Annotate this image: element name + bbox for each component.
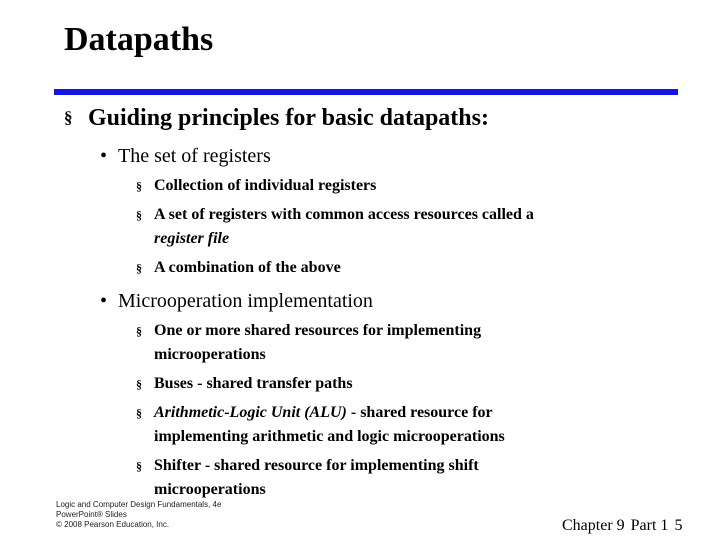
registers-label: The set of registers (118, 145, 271, 167)
list-item-text-cont: microoperations (154, 346, 266, 363)
section-bullet-icon: § (136, 261, 142, 275)
list-item-text-italic: register file (154, 230, 230, 247)
list-item-text: Collection of individual registers (154, 177, 377, 194)
list-item-text: Shifter - shared resource for implementing shift (154, 457, 479, 474)
title-divider (54, 89, 678, 95)
list-item-text-cont: implementing arithmetic and logic microoperations (154, 428, 505, 445)
section-bullet-icon: § (136, 406, 142, 420)
footer-credit (56, 500, 221, 530)
footer-credit-line: Logic and Computer Design Fundamentals, 4e (56, 500, 222, 509)
list-item-text (154, 401, 493, 425)
list-item-text: A set of registers with common access resources called a (154, 206, 534, 223)
dot-bullet-icon: • (100, 145, 108, 167)
dot-bullet-icon: • (100, 290, 108, 312)
section-bullet-icon: § (136, 459, 142, 473)
section-bullet-icon: § (136, 324, 142, 338)
list-item-text: One or more shared resources for implementing (154, 322, 482, 339)
part-label: Part 1 (630, 517, 669, 534)
microop-label: Microoperation implementation (118, 290, 373, 312)
page-number: 5 (674, 517, 683, 534)
footer-credit-line: © 2008 Pearson Education, Inc. (56, 520, 170, 529)
section-bullet-icon: § (64, 108, 73, 127)
alu-term: Arithmetic-Logic Unit (ALU) (154, 404, 347, 421)
list-item-text: A combination of the above (154, 259, 341, 276)
section-bullet-icon: § (136, 179, 142, 193)
footer-page-info (562, 516, 688, 536)
slide-title: Datapaths (64, 21, 214, 58)
footer-credit-line: PowerPoint® Slides (56, 510, 127, 519)
list-item-text: Buses - shared transfer paths (154, 375, 353, 392)
section-bullet-icon: § (136, 377, 142, 391)
alu-desc: - shared resource for (346, 404, 493, 421)
list-item-text-cont: microoperations (154, 481, 266, 498)
heading-text: Guiding principles for basic datapaths: (88, 105, 489, 131)
chapter-label: Chapter 9 (562, 517, 625, 534)
section-bullet-icon: § (136, 208, 142, 222)
